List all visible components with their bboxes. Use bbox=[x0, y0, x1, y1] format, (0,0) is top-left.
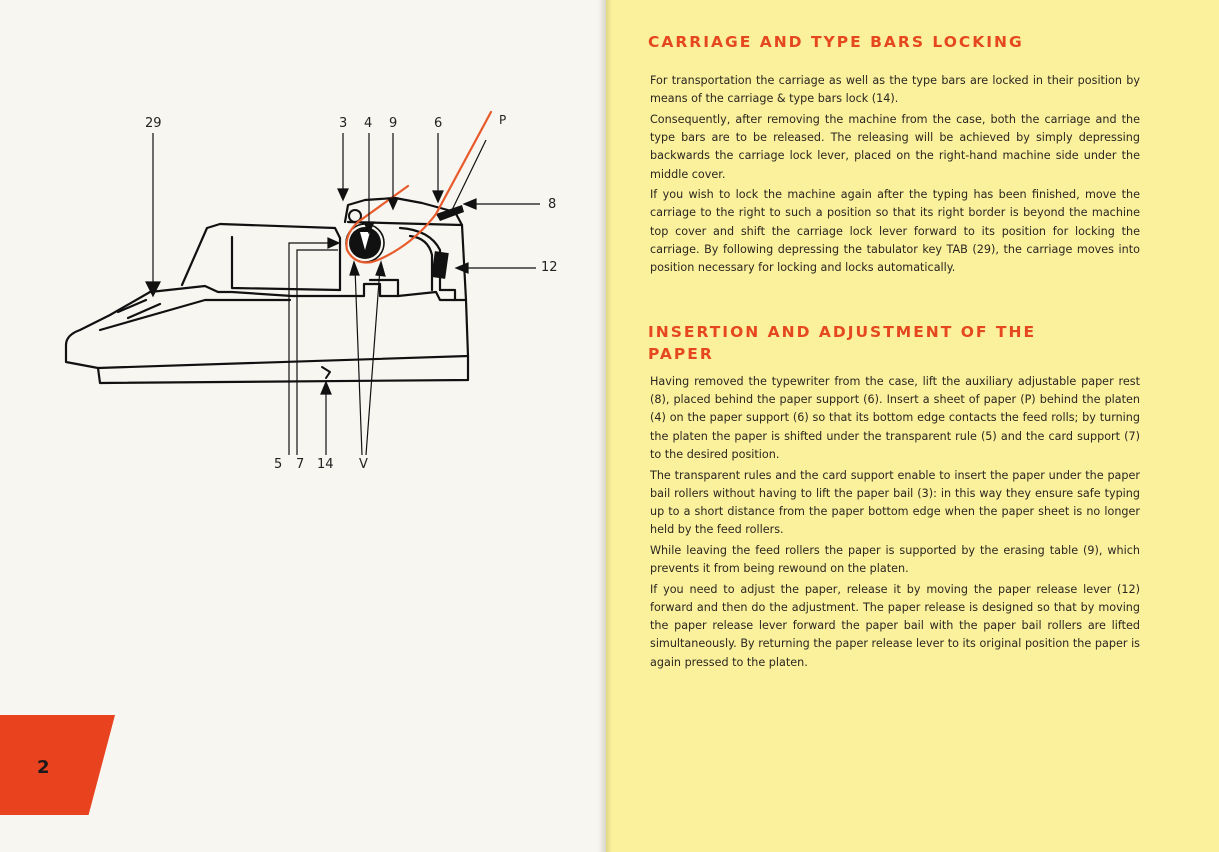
paragraph: If you need to adjust the paper, release it by moving the paper release lever (12) forward and then do the adjustment. The paper release is designed so that by moving the paper release lever forward the paper bail with the paper bail rollers are lifted simultaneously. By returning the paper release lever to its original position the paper is again pressed to the platen. bbox=[650, 582, 1140, 669]
callout-p: P bbox=[499, 113, 507, 127]
callout-29: 29 bbox=[145, 116, 162, 131]
callout-12: 12 bbox=[541, 260, 558, 275]
paragraph: The transparent rules and the card support enable to insert the paper under the paper bail rollers without having to lift the paper bail (3): in this way they ensure safe typing up to a short distance from the paper bottom edge when the paper sheet is no longer held by the feed rollers. bbox=[650, 468, 1140, 537]
callout-4: 4 bbox=[364, 116, 373, 131]
left-page bbox=[0, 0, 606, 852]
typewriter-base bbox=[66, 284, 468, 368]
paragraph: For transportation the carriage as well as the type bars are locked in their position by means of the carriage & type bars lock (14). bbox=[650, 74, 1140, 106]
paper-release-lever bbox=[431, 251, 448, 279]
paragraph: Having removed the typewriter from the case, lift the auxiliary adjustable paper rest (8), placed behind the paper support (6). Insert a sheet of paper (P) behind the platen (4) on the paper support (6) so that its bottom edge contacts the feed rolls; by turning the platen the paper is shifted under the transparent rule (5) and the card support (7) to the desired position. bbox=[650, 375, 1140, 461]
section-heading-paper-insertion: INSERTION AND ADJUSTMENT OF THE PAPER bbox=[648, 323, 1037, 363]
callout-6: 6 bbox=[434, 116, 443, 131]
typewriter-plinth bbox=[98, 356, 468, 383]
page-number: 2 bbox=[37, 757, 50, 778]
callout-v: V bbox=[359, 457, 368, 472]
callout-7: 7 bbox=[296, 457, 305, 472]
callout-3: 3 bbox=[339, 116, 348, 131]
section-heading-carriage-lock: CARRIAGE AND TYPE BARS LOCKING bbox=[648, 33, 1024, 51]
section-body-carriage-lock bbox=[650, 72, 1140, 280]
book-gutter bbox=[598, 0, 612, 852]
paragraph: If you wish to lock the machine again after the typing has been finished, move the carriage to the right to such a position so that its right border is beyond the machine top cover and shift the carriage lock lever forward to its position for locking the carriage. By following depressing the tabulator key TAB (29), the carriage moves into position necessary for locking and locks automatically. bbox=[650, 188, 1140, 275]
callout-14: 14 bbox=[317, 457, 334, 472]
callout-9: 9 bbox=[389, 116, 398, 131]
section-body-paper-insertion bbox=[650, 373, 1140, 674]
top-cover bbox=[182, 224, 340, 290]
callout-8: 8 bbox=[548, 197, 557, 212]
paragraph: Consequently, after removing the machine from the case, both the carriage and the type bars are to be released. The releasing will be achieved by simply depressing backwards the carriage lock lever, placed on the right-hand machine side under the middle cover. bbox=[650, 112, 1140, 181]
paragraph: While leaving the feed rollers the paper is supported by the erasing table (9), which prevents it from being rewound on the platen. bbox=[650, 543, 1140, 576]
callout-5: 5 bbox=[274, 457, 283, 472]
